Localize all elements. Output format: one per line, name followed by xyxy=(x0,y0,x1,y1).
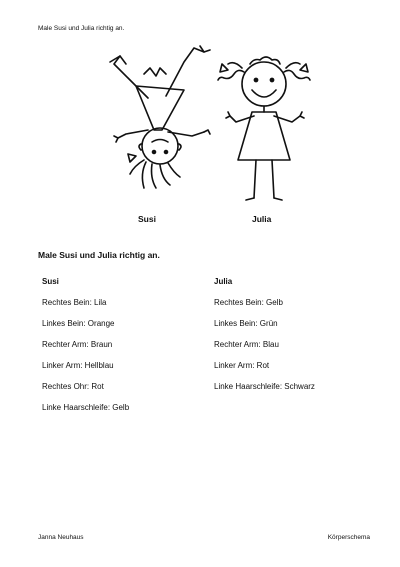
list-item: Rechter Arm: Braun xyxy=(42,340,113,349)
list-item: Linker Arm: Rot xyxy=(214,361,270,370)
list-item: Linke Haarschleife: Gelb xyxy=(42,403,130,412)
list-item: Linkes Bein: Orange xyxy=(42,319,115,328)
julia-head xyxy=(242,62,286,106)
footer-author: Janna Neuhaus xyxy=(38,534,84,541)
julia-figure xyxy=(218,57,310,200)
susi-list-heading: Susi xyxy=(42,277,59,286)
susi-left-leg xyxy=(114,56,148,98)
instruction-heading: Male Susi und Julia richtig an. xyxy=(38,250,160,260)
list-item: Linke Haarschleife: Schwarz xyxy=(214,382,315,391)
list-item: Rechter Arm: Blau xyxy=(214,340,279,349)
julia-name-label: Julia xyxy=(252,214,272,224)
julia-list-heading: Julia xyxy=(214,277,233,286)
julia-right-leg xyxy=(272,160,274,198)
susi-color-list xyxy=(42,277,212,424)
footer-topic: Körperschema xyxy=(327,534,370,541)
susi-figure xyxy=(110,46,210,188)
list-item: Rechtes Ohr: Rot xyxy=(42,382,104,391)
stick-figures-drawing xyxy=(100,38,340,208)
susi-head xyxy=(142,128,178,164)
susi-left-arm xyxy=(118,130,148,138)
list-item: Linkes Bein: Grün xyxy=(214,319,278,328)
page-header: Male Susi und Julia richtig an. xyxy=(38,25,125,32)
julia-left-leg xyxy=(254,160,256,198)
julia-color-list xyxy=(214,277,384,403)
list-item: Rechtes Bein: Gelb xyxy=(214,298,283,307)
list-item: Linker Arm: Hellblau xyxy=(42,361,114,370)
list-item: Rechtes Bein: Lila xyxy=(42,298,107,307)
susi-name-label: Susi xyxy=(138,214,156,224)
stick-figures-illustration xyxy=(100,38,340,208)
